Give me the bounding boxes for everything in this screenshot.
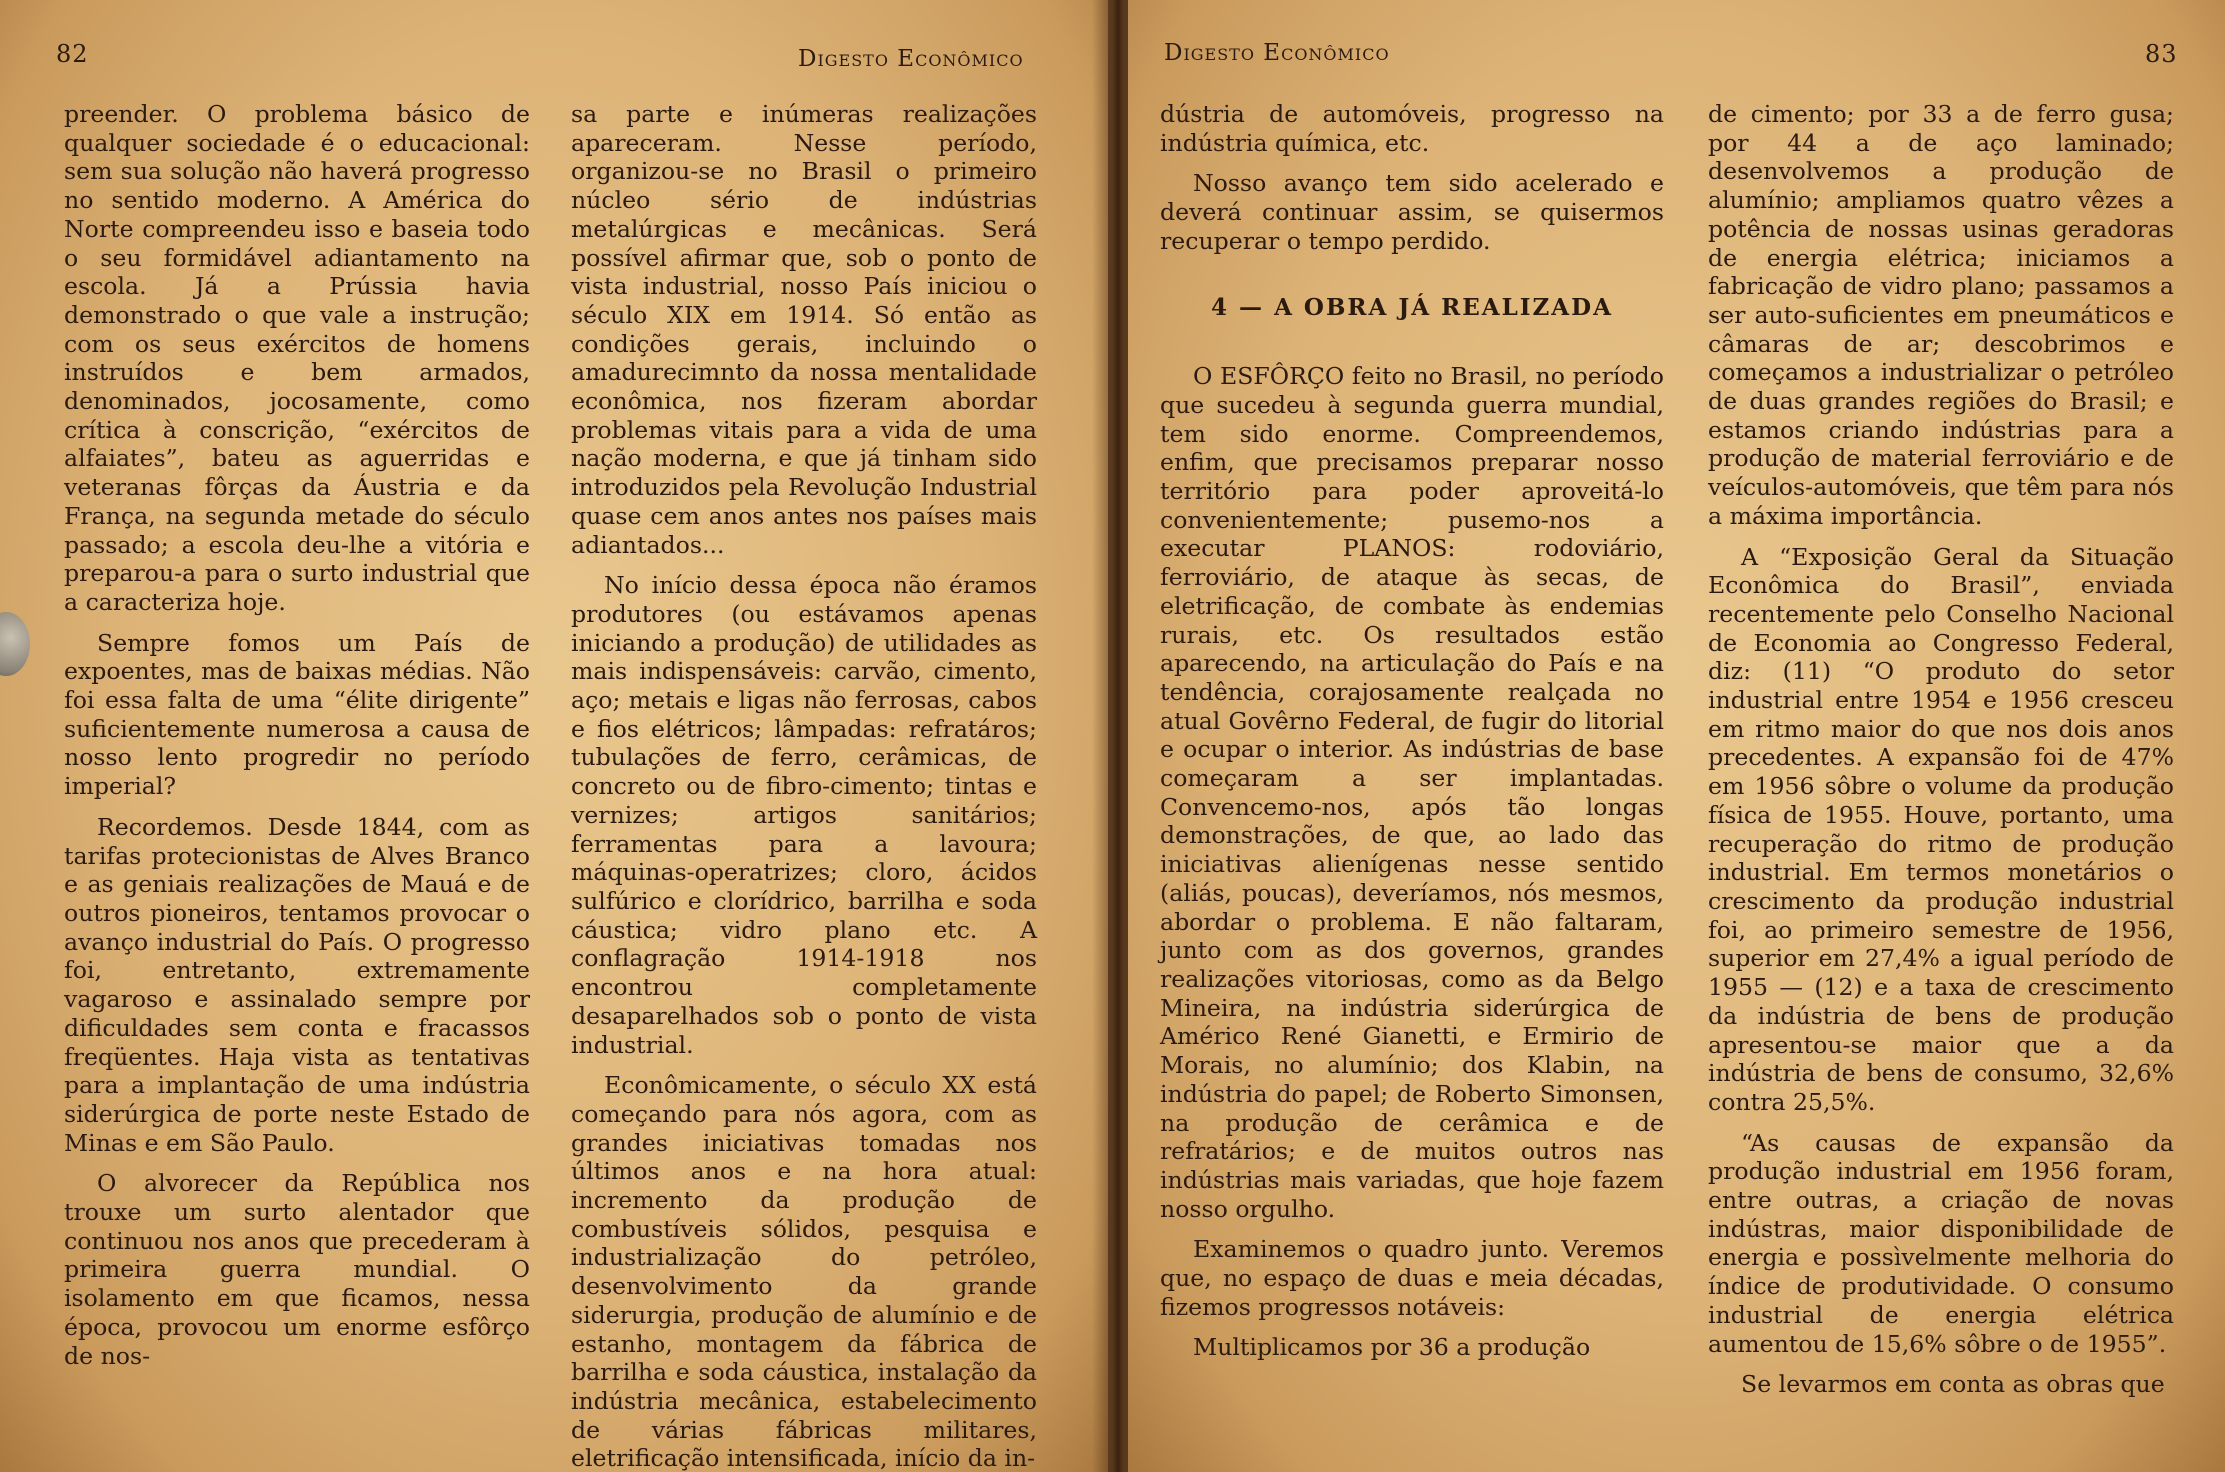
paragraph: O alvorecer da República nos trouxe um surto alentador que continuou nos anos que precederam à primeira guerra mundial. O isolamento em que ficamos, nessa época, provocou um enorme esfôrço de nos- [64,1169,530,1370]
paragraph: O ESFÔRÇO feito no Brasil, no período que sucedeu à segunda guerra mundial, tem sido enorme. Compreendemos, enfim, que precisamos preparar nosso território para poder aproveitá-lo convenientemente; pusemo-nos a executar PLANOS: rodoviário, ferroviário, de ataque às secas, de eletrificação, de combate às endemias rurais, etc. Os resultados estão aparecendo, na articulação do País e na tendência, corajosamente realçada no atual Govêrno Federal, de fugir do litorial e ocupar o interior. As indústrias de base começaram a ser implantadas. Convencemo-nos, após tão longas demonstrações, de que, ao lado das iniciativas alienígenas nesse sentido (aliás, poucas), deveríamos, nós mesmos, abordar o problema. E não faltaram, junto com as dos governos, grandes realizações vitoriosas, como as da Belgo Mineira, na indústria siderúrgica de Américo René Gianetti, e Ermirio de Morais, no alumínio; dos Klabin, na indústria do papel; de Roberto Simonsen, na produção de cerâmica e de refratários; e de muitos outros nas indústrias mais variadas, que hoje fazem nosso orgulho. [1160,362,1664,1223]
paragraph: Nosso avanço tem sido acelerado e deverá continuar assim, se quisermos recuperar o tempo perdido. [1160,169,1664,255]
paragraph: Econômicamente, o século XX está começando para nós agora, com as grandes iniciativas tomadas nos últimos anos e na hora atual: incremento da produção de combustíveis sólidos, pesquisa e industrialização do petróleo, desenvolvimento da grande siderurgia, produção de alumínio e de estanho, montagem da fábrica de barrilha e soda cáustica, instalação da indústria mecânica, estabelecimento de várias fábricas militares, eletrificação intensificada, início da in- [571,1071,1037,1472]
right-page [1128,0,2225,1472]
right-column-2 [1708,100,2174,1399]
left-page [0,0,1108,1472]
paragraph: No início dessa época não éramos produtores (ou estávamos apenas iniciando a produção) de utilidades as mais indispensáveis: carvão, cimento, aço; metais e ligas não ferrosas, cabos e fios elétricos; lâmpadas: refratáros; tubulações de ferro, cerâmicas, de concreto ou de fibro-cimento; tintas e vernizes; artigos sanitários; ferramentas para a lavoura; máquinas-operatrizes; cloro, ácidos sulfúrico e clorídrico, barrilha e soda cáustica; vidro plano etc. A conflagração 1914-1918 nos encontrou completamente desaparelhados sob o ponto de vista industrial. [571,571,1037,1059]
paragraph: sa parte e inúmeras realizações apareceram. Nesse período, organizou-se no Brasil o primeiro núcleo sério de indústrias metalúrgicas e mecânicas. Será possível afirmar que, sob o ponto de vista industrial, nosso País iniciou o século XIX em 1914. Só então as condições gerais, incluindo o amadurecimnto da nossa mentalidade econômica, nos fizeram abordar problemas vitais para a vida de uma nação moderna, e que já tinham sido introduzidos pela Revolução Industrial quase cem anos antes nos países mais adiantados... [571,100,1037,559]
left-running-head: Digesto Econômico [798,46,1024,72]
paragraph: A “Exposição Geral da Situação Econômica do Brasil”, enviada recentemente pelo Conselho Nacional de Economia ao Congresso Federal, diz: (11) “O produto do setor industrial entre 1954 e 1956 cresceu em ritmo maior do que nos dois anos precedentes. A expansão foi de 47% em 1956 sôbre o volume da produção física de 1955. Houve, portanto, uma recuperação do ritmo de produção industrial. Em termos monetários o crescimento da produção industrial foi, ao primeiro semestre de 1956, superior em 27,4% a igual período de 1955 — (12) e a taxa de crescimento da indústria de bens de produção apresentou-se maior que a da indústria de bens de consumo, 32,6% contra 25,5%. [1708,542,2174,1116]
right-page-header [1128,40,2225,76]
left-column-2 [571,100,1037,1472]
paragraph: Se levarmos em conta as obras que [1741,1370,2165,1399]
paragraph: Examinemos o quadro junto. Veremos que, no espaço de duas e meia décadas, fizemos progressos notáveis: [1160,1235,1664,1321]
binding-hole [0,612,30,676]
left-page-header [0,40,1040,76]
left-column-1 [64,100,530,1370]
paragraph: “As causas de expansão da produção industrial em 1956 foram, entre outras, a criação de novas indústras, maior disponibilidade de energia e possìvelmente melhoria do índice de produtividade. O consumo industrial de energia elétrica aumentou de 15,6% sôbre o de 1955”. [1708,1128,2174,1358]
paragraph: Recordemos. Desde 1844, com as tarifas protecionistas de Alves Branco e as geniais realizações de Mauá e de outros pioneiros, tentamos provocar o avanço industrial do País. O progresso foi, entretanto, extremamente vagaroso e assinalado sempre por dificuldades sem conta e fracassos freqüentes. Haja vista as tentativas para a implantação de uma indústria siderúrgica de porte neste Estado de Minas e em São Paulo. [64,812,530,1157]
paragraph: Sempre fomos um País de expoentes, mas de baixas médias. Não foi essa falta de uma “élite dirigente” suficientemente numerosa a causa de nosso lento progredir no período imperial? [64,628,530,801]
right-page-number: 83 [2145,40,2178,68]
section-heading: 4 — A OBRA JÁ REALIZADA [1211,293,1613,321]
right-column-1 [1160,100,1664,1362]
paragraph: dústria de automóveis, progresso na indústria química, etc. [1160,100,1664,157]
right-running-head: Digesto Econômico [1164,40,1390,66]
paragraph: de cimento; por 33 a de ferro gusa; por 44 a de aço laminado; desenvolvemos a produção de alumínio; ampliamos quatro vêzes a potência de nossas usinas geradoras de energia elétrica; iniciamos a fabricação de vidro plano; passamos a ser auto-suficientes em pneumáticos e câmaras de ar; descobrimos e começamos a industrializar o petróleo de duas grandes regiões do Brasil; e estamos criando indústrias para a produção de material ferroviário e de veículos-automóveis, que têm para nós a máxima importância. [1708,100,2174,530]
paragraph: preender. O problema básico de qualquer sociedade é o educacional: sem sua solução não haverá progresso no sentido moderno. A América do Norte compreendeu isso e baseia todo o seu formidável adiantamento na escola. Já a Prússia havia demonstrado o que vale a instrução; com os seus exércitos de homens instruídos e bem armados, denominados, jocosamente, como crítica à conscrição, “exércitos de alfaiates”, bateu as aguerridas e veteranas fôrças da Áustria e da França, na segunda metade do século passado; a escola deu-lhe a vitória e preparou-a para o surto industrial que a caracteriza hoje. [64,100,530,616]
paragraph: Multiplicamos por 36 a produção [1193,1333,1591,1362]
left-page-number: 82 [56,40,89,68]
